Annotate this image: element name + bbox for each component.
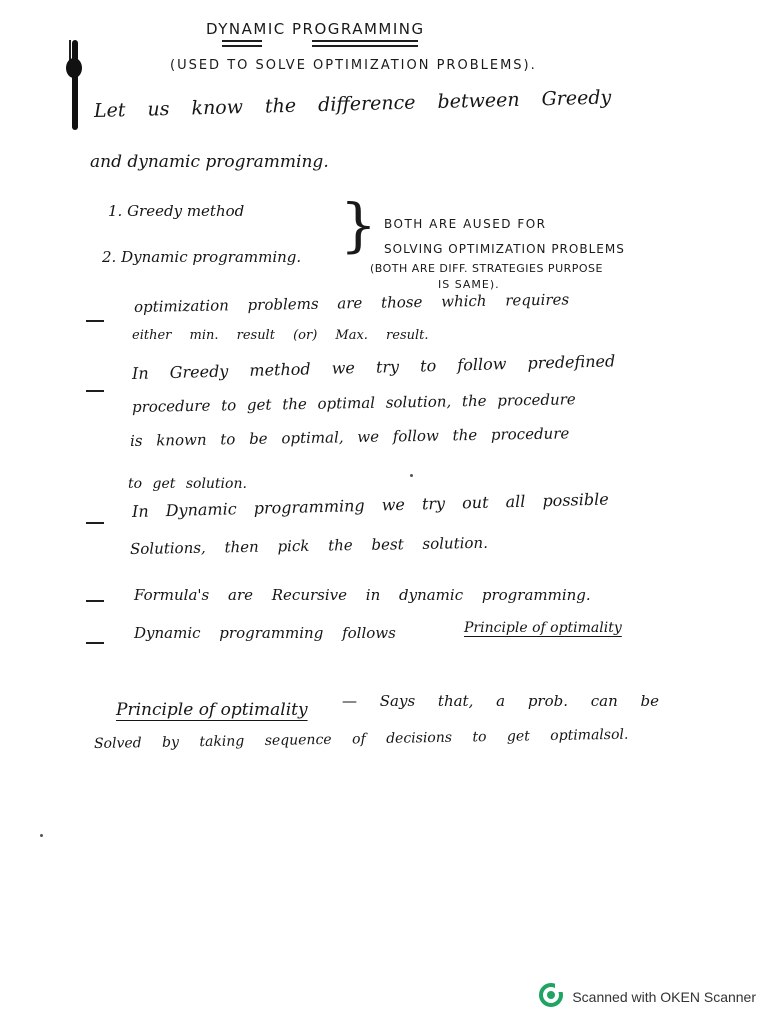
- bullet-dash-2: [86, 390, 104, 392]
- scanner-text: Scanned with OKEN Scanner: [572, 989, 756, 1005]
- brace-note-4: IS SAME).: [438, 278, 500, 291]
- intro-line-2: and dynamic programming.: [90, 152, 329, 172]
- bullet-4-line: Formula's are Recursive in dynamic programming.: [134, 586, 591, 604]
- bullet-1-line-1: optimization problems are those which requires: [133, 290, 570, 316]
- bullet-dash-3: [86, 522, 104, 524]
- title-underline-2: [222, 45, 262, 47]
- bullet-dash-4: [86, 600, 104, 602]
- brace-note-2: SOLVING OPTIMIZATION PROBLEMS: [384, 242, 625, 256]
- stray-mark-2: [40, 834, 43, 837]
- bullet-dash-1: [86, 320, 104, 322]
- curly-brace: }: [340, 191, 377, 259]
- bullet-1-line-2: either min. result (or) Max. result.: [132, 328, 429, 343]
- bullet-2-line-4: to get solution.: [128, 476, 247, 492]
- note-title: DYNAMIC PROGRAMMING: [206, 20, 425, 38]
- intro-line-1: Let us know the difference between Greedy: [93, 86, 612, 122]
- principle-label: Principle of optimality: [116, 700, 308, 720]
- scanner-watermark: [538, 982, 756, 1012]
- method-2: 2. Dynamic programming.: [102, 248, 302, 266]
- title-underline-1: [222, 40, 262, 42]
- principle-line-2: Solved by taking sequence of decisions to get optimalsol.: [93, 726, 629, 752]
- title-underline-3: [312, 40, 418, 42]
- brace-note-1: BOTH ARE AUSED FOR: [384, 217, 547, 231]
- note-subtitle: (USED TO SOLVE OPTIMIZATION PROBLEMS).: [170, 58, 537, 73]
- bullet-5-line: Dynamic programming follows: [134, 624, 396, 642]
- margin-ink-bar: [72, 40, 78, 130]
- bullet-2-line-1: In Greedy method we try to follow predefined: [131, 351, 616, 383]
- bullet-3-line-2: Solutions, then pick the best solution.: [129, 533, 489, 558]
- title-underline-4: [312, 45, 418, 47]
- stray-mark: [410, 474, 413, 477]
- bullet-3-line-1: In Dynamic programming we try out all possible: [131, 489, 609, 521]
- bullet-2-line-3: is known to be optimal, we follow the procedure: [129, 424, 570, 450]
- brace-note-3: (BOTH ARE DIFF. STRATEGIES PURPOSE: [370, 262, 603, 275]
- principle-line-1: — Says that, a prob. can be: [342, 692, 660, 710]
- bullet-2-line-2: procedure to get the optimal solution, the procedure: [131, 390, 576, 416]
- oken-logo-icon: [538, 982, 564, 1012]
- bullet-dash-5: [86, 642, 104, 644]
- method-1: 1. Greedy method: [108, 202, 245, 220]
- bullet-5-principle: Principle of optimality: [464, 620, 622, 636]
